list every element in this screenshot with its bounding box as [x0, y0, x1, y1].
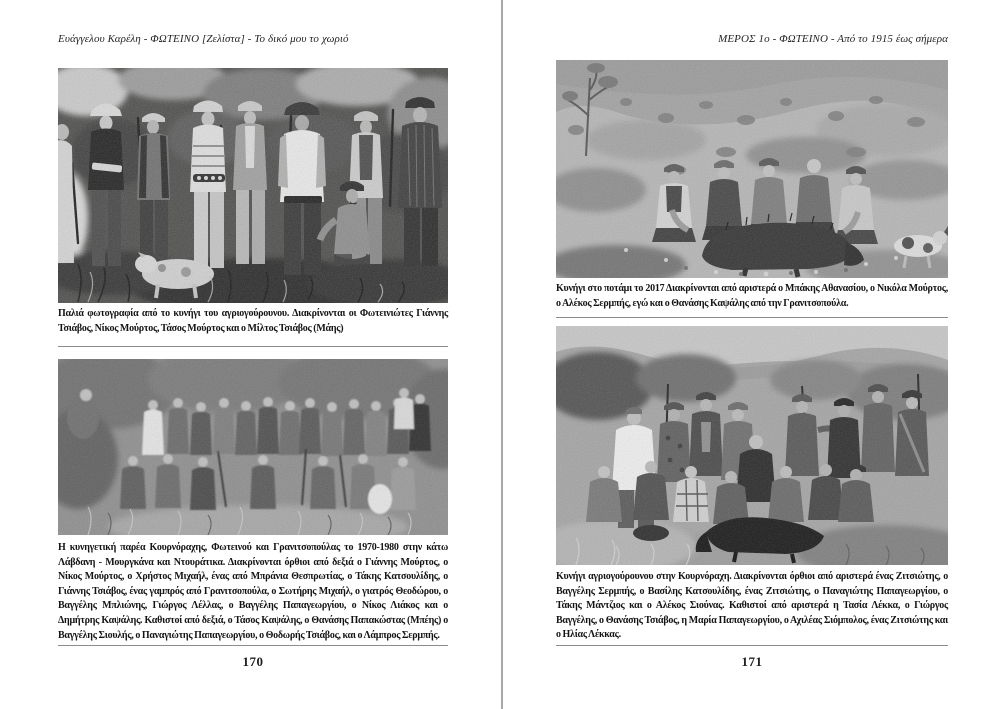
- photo-old-boar-hunt-group: [58, 68, 448, 303]
- photo-kournorachi-group: [556, 326, 948, 565]
- caption-right-photo-1: Κυνήγι στο ποτάμι το 2017 Διακρίνονται από αριστερά ο Μπάκης Αθανασίου, ο Νικόλα Μούρτος, ο Αλέκος Σερμπής, εγώ και ο Θανάσης Καψάλης από την Γρανιτσοπούλα.: [556, 283, 948, 309]
- caption-left-photo-1: Παλιά φωτογραφία από το κυνήγι του αγριογούρουνου. Διακρίνονται οι Φωτεινιώτες Γιάννης Τσιάβος, Νίκος Μούρτος, Τάσος Μούρτος και ο Μίλτος Τσιάβος (Μάης): [58, 308, 448, 334]
- caption-rule: [556, 645, 948, 646]
- caption-left-photo-2: Η κυνηγετική παρέα Κουρνόραχης, Φωτεινού και Γρανιτσοπούλας το 1970-1980 στην κάτω Λάβδανη - Μουργκάνα και Ντουράτικα. Διακρίνονται όρθιοι από δεξιά ο Γιάννης Μούρτος, ο Νίκος Μούρτος, ο Χρήστος Μιχαήλ, ένας από Μπράνια Θεσπρωτίας, ο Τάκης Κατσουλίδης, ο Γιάννης Τσιάβος, ένας γαμπρός από Γρανιτσοπούλα, ο Σωτήρης Μιχαήλ, ο γιατρός Θεοδώρου, ο Βαγγέλης Μπλιώνης, Γιώργος Λέλλας, ο Βαγγέλης Παπαγεωργίου, ο Νίκος Λιάκος και ο Δημήτρης Καψάλης. Καθιστοί από δεξιά, ο Τάσος Καψάλης, ο Θανάσης Παπακώστας (Μπέης) ο Βαγγέλης Σιουλής, ο Παναγιώτης Παπαγεωργίου, ο Θοδωρής Τσιάβος, και ο Λάμπρος Σερμπής.: [58, 542, 448, 641]
- page-number-right: 171: [741, 654, 763, 669]
- page-number-left: 170: [242, 654, 264, 669]
- running-header-left: Ευάγγελου Καρέλη - ΦΩΤΕΙΝΟ [Ζελίστα] - Το δικό μου το χωριό: [58, 33, 349, 45]
- page-divider: [501, 0, 503, 709]
- caption-rule: [556, 317, 948, 318]
- photo-river-hunt-2017: [556, 60, 948, 278]
- caption-rule: [58, 645, 448, 646]
- running-header-right: ΜΕΡΟΣ 1ο - ΦΩΤΕΙΝΟ - Από το 1915 έως σήμερα: [718, 33, 948, 45]
- caption-rule: [58, 346, 448, 347]
- photo-hunting-party-1970s: [58, 359, 448, 535]
- caption-right-photo-2: Κυνήγι αγριογούρουνου στην Κουρνόραχη. Διακρίνονται όρθιοι από αριστερά ένας Ζιτσιώτης, ο Βαγγέλης Σερμπής, ο Βασίλης Κατσουλίδης, ένας Ζιτσιώτης, ο Παναγιώτης Παπαγεωργίου, ο Τάκης Μάντζιος και ο Αλέκος Σιούνας. Καθιστοί από αριστερά η Τασία Λέκκα, ο Γιώργος Βαγγέλης, ο Θανάσης Τσιάβος, η Μαρία Παπαγεωργίου, ο Αχιλέας Σιόμπολος, ένας Ζιτσιώτης και ο Ηλίας Λέκκας.: [556, 571, 948, 641]
